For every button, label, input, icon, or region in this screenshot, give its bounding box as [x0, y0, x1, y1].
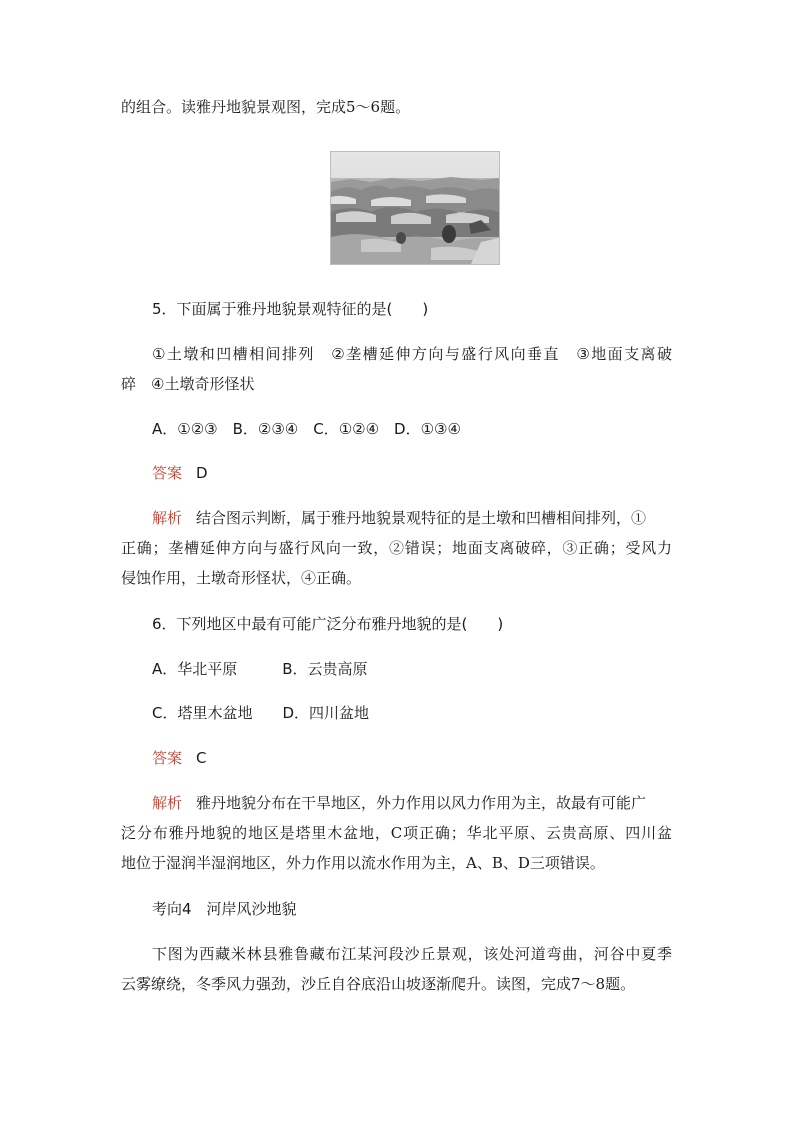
- question-5-options-line-2: 碎 ④土墩奇形怪状: [121, 375, 255, 393]
- question-5-analysis-line-3: 侵蚀作用，土墩奇形怪状，④正确。: [121, 569, 362, 587]
- yardang-landscape-photo: [330, 151, 500, 265]
- question-6-stem: 6．下列地区中最有可能广泛分布雅丹地貌的是( ): [152, 615, 504, 633]
- analysis-text: 雅丹地貌分布在干旱地区，外力作用以风力作用为主，故最有可能广: [196, 794, 647, 812]
- section-title: 考向4 河岸风沙地貌: [152, 900, 297, 918]
- question-5-stem: 5．下面属于雅丹地貌景观特征的是( ): [152, 300, 429, 318]
- question-6-answer: [152, 748, 207, 768]
- question-6-analysis-line-1: [152, 793, 672, 813]
- analysis-label: 解析: [152, 509, 183, 527]
- question-5-answer: [152, 463, 208, 483]
- question-5-analysis-line-2: 正确；垄槽延伸方向与盛行风向一致，②错误；地面支离破碎，③正确；受风力: [121, 539, 672, 557]
- analysis-text: 结合图示判断，属于雅丹地貌景观特征的是土墩和凹槽相间排列，①: [196, 509, 647, 527]
- question-5-choices: A．①②③ B．②③④ C．①②④ D．①③④: [152, 420, 461, 438]
- question-5-options-line-1: ①土墩和凹槽相间排列 ②垄槽延伸方向与盛行风向垂直 ③地面支离破: [152, 345, 672, 363]
- question-6-analysis-line-3: 地位于湿润半湿润地区，外力作用以流水作用为主，A、B、D三项错误。: [121, 854, 605, 872]
- section-text-line-2: 云雾缭绕，冬季风力强劲，沙丘自谷底沿山坡逐渐爬升。读图，完成7～8题。: [121, 975, 636, 993]
- question-6-choices-line-2: C．塔里木盆地 D．四川盆地: [152, 704, 370, 722]
- answer-value: D: [196, 464, 208, 482]
- section-text-line-1: 下图为西藏米林县雅鲁藏布江某河段沙丘景观，该处河道弯曲，河谷中夏季: [152, 945, 672, 963]
- question-6-choices-line-1: A．华北平原 B．云贵高原: [152, 660, 368, 678]
- question-6-analysis-line-2: 泛分布雅丹地貌的地区是塔里木盆地，C项正确；华北平原、云贵高原、四川盆: [121, 824, 672, 842]
- question-5-analysis-line-1: [152, 508, 672, 528]
- intro-text: 的组合。读雅丹地貌景观图，完成5～6题。: [121, 98, 411, 116]
- answer-label: 答案: [152, 464, 183, 482]
- answer-label: 答案: [152, 749, 183, 767]
- analysis-label: 解析: [152, 794, 183, 812]
- answer-value: C: [196, 749, 207, 767]
